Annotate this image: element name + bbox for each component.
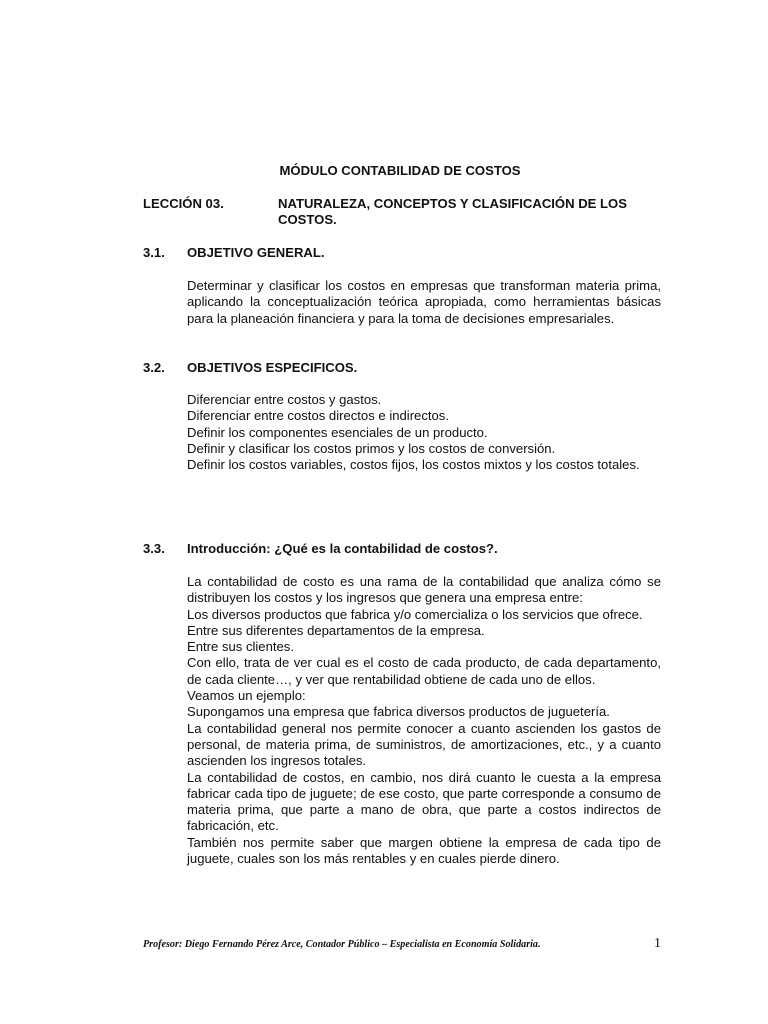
paragraph: Entre sus clientes. bbox=[187, 639, 294, 655]
document-title: MÓDULO CONTABILIDAD DE COSTOS bbox=[279, 163, 521, 178]
paragraph: También nos permite saber que margen obtiene la empresa de cada tipo de juguete, cuales son los más rentables y en cuales pierde dinero. bbox=[187, 834, 661, 867]
section-body-objetivo-general bbox=[187, 278, 661, 327]
section-body-introduccion bbox=[187, 574, 661, 867]
page-number: 1 bbox=[654, 936, 661, 951]
footer-author: Profesor: Diego Fernando Pérez Arce, Contador Público – Especialista en Economía Solidaria. bbox=[143, 939, 541, 950]
paragraph: La contabilidad general nos permite conocer a cuanto ascienden los gastos de personal, de materia prima, de suministros, de amortizaciones, etc., y a cuanto ascienden los ingresos totales. bbox=[187, 720, 661, 769]
objective-item: Definir los costos variables, costos fijos, los costos mixtos y los costos totales. bbox=[187, 457, 640, 473]
paragraph: La contabilidad de costo es una rama de la contabilidad que analiza cómo se distribuyen los costos y los ingresos que genera una empresa entre: bbox=[187, 574, 661, 606]
section-heading-objetivo-general: OBJETIVO GENERAL. bbox=[187, 245, 325, 260]
paragraph: Entre sus diferentes departamentos de la empresa. bbox=[187, 622, 485, 638]
paragraph: Los diversos productos que fabrica y/o comercializa o los servicios que ofrece. bbox=[187, 606, 643, 622]
objective-item: Diferenciar entre costos directos e indirectos. bbox=[187, 408, 449, 424]
section-heading-introduccion: Introducción: ¿Qué es la contabilidad de costos?. bbox=[187, 541, 498, 556]
paragraph: Veamos un ejemplo: bbox=[187, 688, 306, 704]
paragraph: La contabilidad de costos, en cambio, nos dirá cuanto le cuesta a la empresa fabricar cada tipo de juguete; de ese costo, que parte corresponde a consumo de materia prima, que parte a mano de obra, que parte a costos indirectos de fabricación, etc. bbox=[187, 769, 661, 834]
objective-item: Definir los componentes esenciales de un producto. bbox=[187, 424, 488, 440]
section-number-3-3: 3.3. bbox=[143, 541, 165, 556]
section-heading-objetivos-especificos: OBJETIVOS ESPECIFICOS. bbox=[187, 360, 358, 375]
section-number-3-1: 3.1. bbox=[143, 245, 165, 260]
paragraph: Supongamos una empresa que fabrica diversos productos de juguetería. bbox=[187, 704, 610, 720]
objective-item: Diferenciar entre costos y gastos. bbox=[187, 392, 382, 407]
paragraph: Con ello, trata de ver cual es el costo de cada producto, de cada departamento, de cada cliente…, y ver que rentabilidad obtiene de cada uno de ellos. bbox=[187, 655, 661, 687]
paragraph: Determinar y clasificar los costos en empresas que transforman materia prima, aplicando la conceptualización teórica apropiada, como herramientas básicas para la planeación financiera y para la toma de decisiones empresariales. bbox=[187, 278, 661, 326]
lesson-label: LECCIÓN 03. bbox=[143, 196, 224, 211]
lesson-title: NATURALEZA, CONCEPTOS Y CLASIFICACIÓN DE LOS COSTOS. bbox=[278, 196, 627, 228]
section-number-3-2: 3.2. bbox=[143, 360, 165, 375]
objective-item: Definir y clasificar los costos primos y los costos de conversión. bbox=[187, 440, 556, 456]
section-body-objetivos-especificos bbox=[187, 392, 661, 473]
